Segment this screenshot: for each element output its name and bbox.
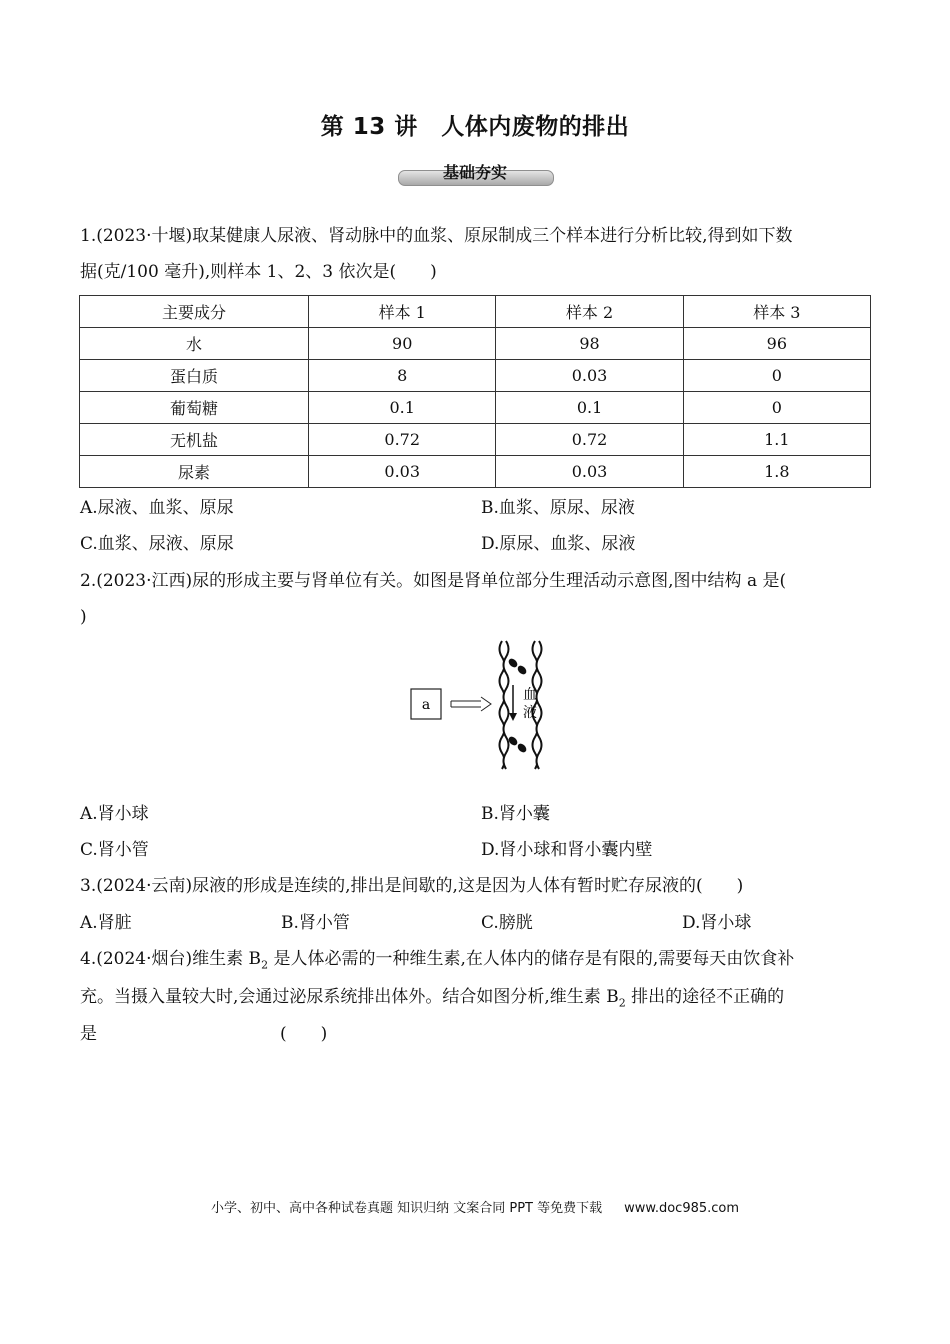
table-cell: 1.1 [683, 424, 870, 456]
q4-line2-text-rest: 排出的途径不正确的 [625, 987, 785, 1007]
hollow-arrow-icon [451, 697, 491, 711]
table-header-cell: 主要成分 [80, 296, 309, 328]
table-cell: 0.03 [496, 456, 683, 488]
footer-url: www.doc985.com [624, 1201, 740, 1216]
q4-line3-text: 是 [80, 1024, 97, 1044]
nephron-diagram [405, 637, 555, 772]
blood-flow-arrow-icon [509, 685, 517, 721]
blood-label-1: 血 [523, 687, 537, 703]
table-row [80, 424, 871, 456]
vessel-wall-left [500, 641, 509, 769]
table-header-cell: 样本 1 [309, 296, 496, 328]
table-cell: 90 [309, 328, 496, 360]
table-cell: 尿素 [80, 456, 309, 488]
q4-answer-blank: ( ) [280, 1024, 328, 1044]
q4-line2-text: 充。当摄入量较大时,会通过泌尿系统排出体外。结合如图分析,维生素 B [80, 987, 619, 1007]
table-cell: 0 [683, 392, 870, 424]
table-cell: 98 [496, 328, 683, 360]
q4-line2-subscript: 2 [618, 996, 626, 1010]
structure-a-label: a [421, 697, 431, 713]
q2-option-b: B.肾小囊 [481, 804, 550, 824]
table-cell: 0 [683, 360, 870, 392]
table-row [80, 360, 871, 392]
page-title: 第 13 讲 人体内废物的排出 [320, 114, 630, 140]
table-cell: 0.72 [496, 424, 683, 456]
table-cell: 蛋白质 [80, 360, 309, 392]
section-badge [398, 160, 552, 186]
q2-stem-line2: ) [80, 607, 87, 627]
q4-stem-line1 [80, 945, 872, 979]
blood-cell-icon [507, 735, 528, 754]
table-cell: 0.03 [496, 360, 683, 392]
table-row [80, 456, 871, 488]
footer-text: 小学、初中、高中各种试卷真题 知识归纳 文案合同 PPT 等免费下载 [210, 1201, 603, 1216]
table-cell: 8 [309, 360, 496, 392]
q3-option-c: C.膀胱 [481, 913, 533, 933]
table-cell: 0.03 [309, 456, 496, 488]
q3-stem: 3.(2024·云南)尿液的形成是连续的,排出是间歇的,这是因为人体有暂时贮存尿液的( ) [80, 876, 744, 896]
q4-stem-line3 [80, 1020, 872, 1048]
table-header-cell: 样本 2 [496, 296, 683, 328]
page-footer [0, 1197, 950, 1216]
q2-stem-line1: 2.(2023·江西)尿的形成主要与肾单位有关。如图是肾单位部分生理活动示意图,图中结构 a 是( [80, 571, 787, 591]
table-cell: 1.8 [683, 456, 870, 488]
q1-stem-line1: 1.(2023·十堰)取某健康人尿液、肾动脉中的血浆、原尿制成三个样本进行分析比较,得到如下数 [80, 226, 793, 246]
table-row [80, 392, 871, 424]
table-header-row [80, 296, 871, 328]
table-cell: 0.1 [496, 392, 683, 424]
q1-option-d: D.原尿、血浆、尿液 [481, 534, 636, 554]
table-cell: 0.1 [309, 392, 496, 424]
q1-option-a: A.尿液、血浆、原尿 [80, 498, 234, 518]
q2-option-a: A.肾小球 [80, 804, 149, 824]
q1-option-c: C.血浆、尿液、原尿 [80, 534, 234, 554]
table-cell: 96 [683, 328, 870, 360]
nephron-diagram-svg [405, 637, 555, 772]
q4-stem-line2 [80, 983, 872, 1017]
section-badge-label: 基础夯实 [442, 163, 507, 182]
q1-option-b: B.血浆、原尿、尿液 [481, 498, 635, 518]
table-row [80, 328, 871, 360]
q1-data-table [79, 295, 871, 488]
table-cell: 水 [80, 328, 309, 360]
q3-option-a: A.肾脏 [80, 913, 132, 933]
blood-cell-icon [507, 657, 528, 676]
q4-line1-text: 4.(2024·烟台)维生素 B [80, 949, 262, 969]
table-cell: 无机盐 [80, 424, 309, 456]
q4-line1-text-rest: 是人体必需的一种维生素,在人体内的储存是有限的,需要每天由饮食补 [268, 949, 795, 969]
q2-option-d: D.肾小球和肾小囊内壁 [481, 840, 653, 860]
blood-label-2: 液 [523, 705, 537, 721]
q3-option-d: D.肾小球 [682, 913, 752, 933]
q2-option-c: C.肾小管 [80, 840, 149, 860]
q4-line1-subscript: 2 [261, 958, 269, 972]
q1-stem-line2: 据(克/100 毫升),则样本 1、2、3 依次是( ) [80, 262, 437, 282]
table-header-cell: 样本 3 [683, 296, 870, 328]
table-cell: 葡萄糖 [80, 392, 309, 424]
q3-option-b: B.肾小管 [281, 913, 350, 933]
table-cell: 0.72 [309, 424, 496, 456]
